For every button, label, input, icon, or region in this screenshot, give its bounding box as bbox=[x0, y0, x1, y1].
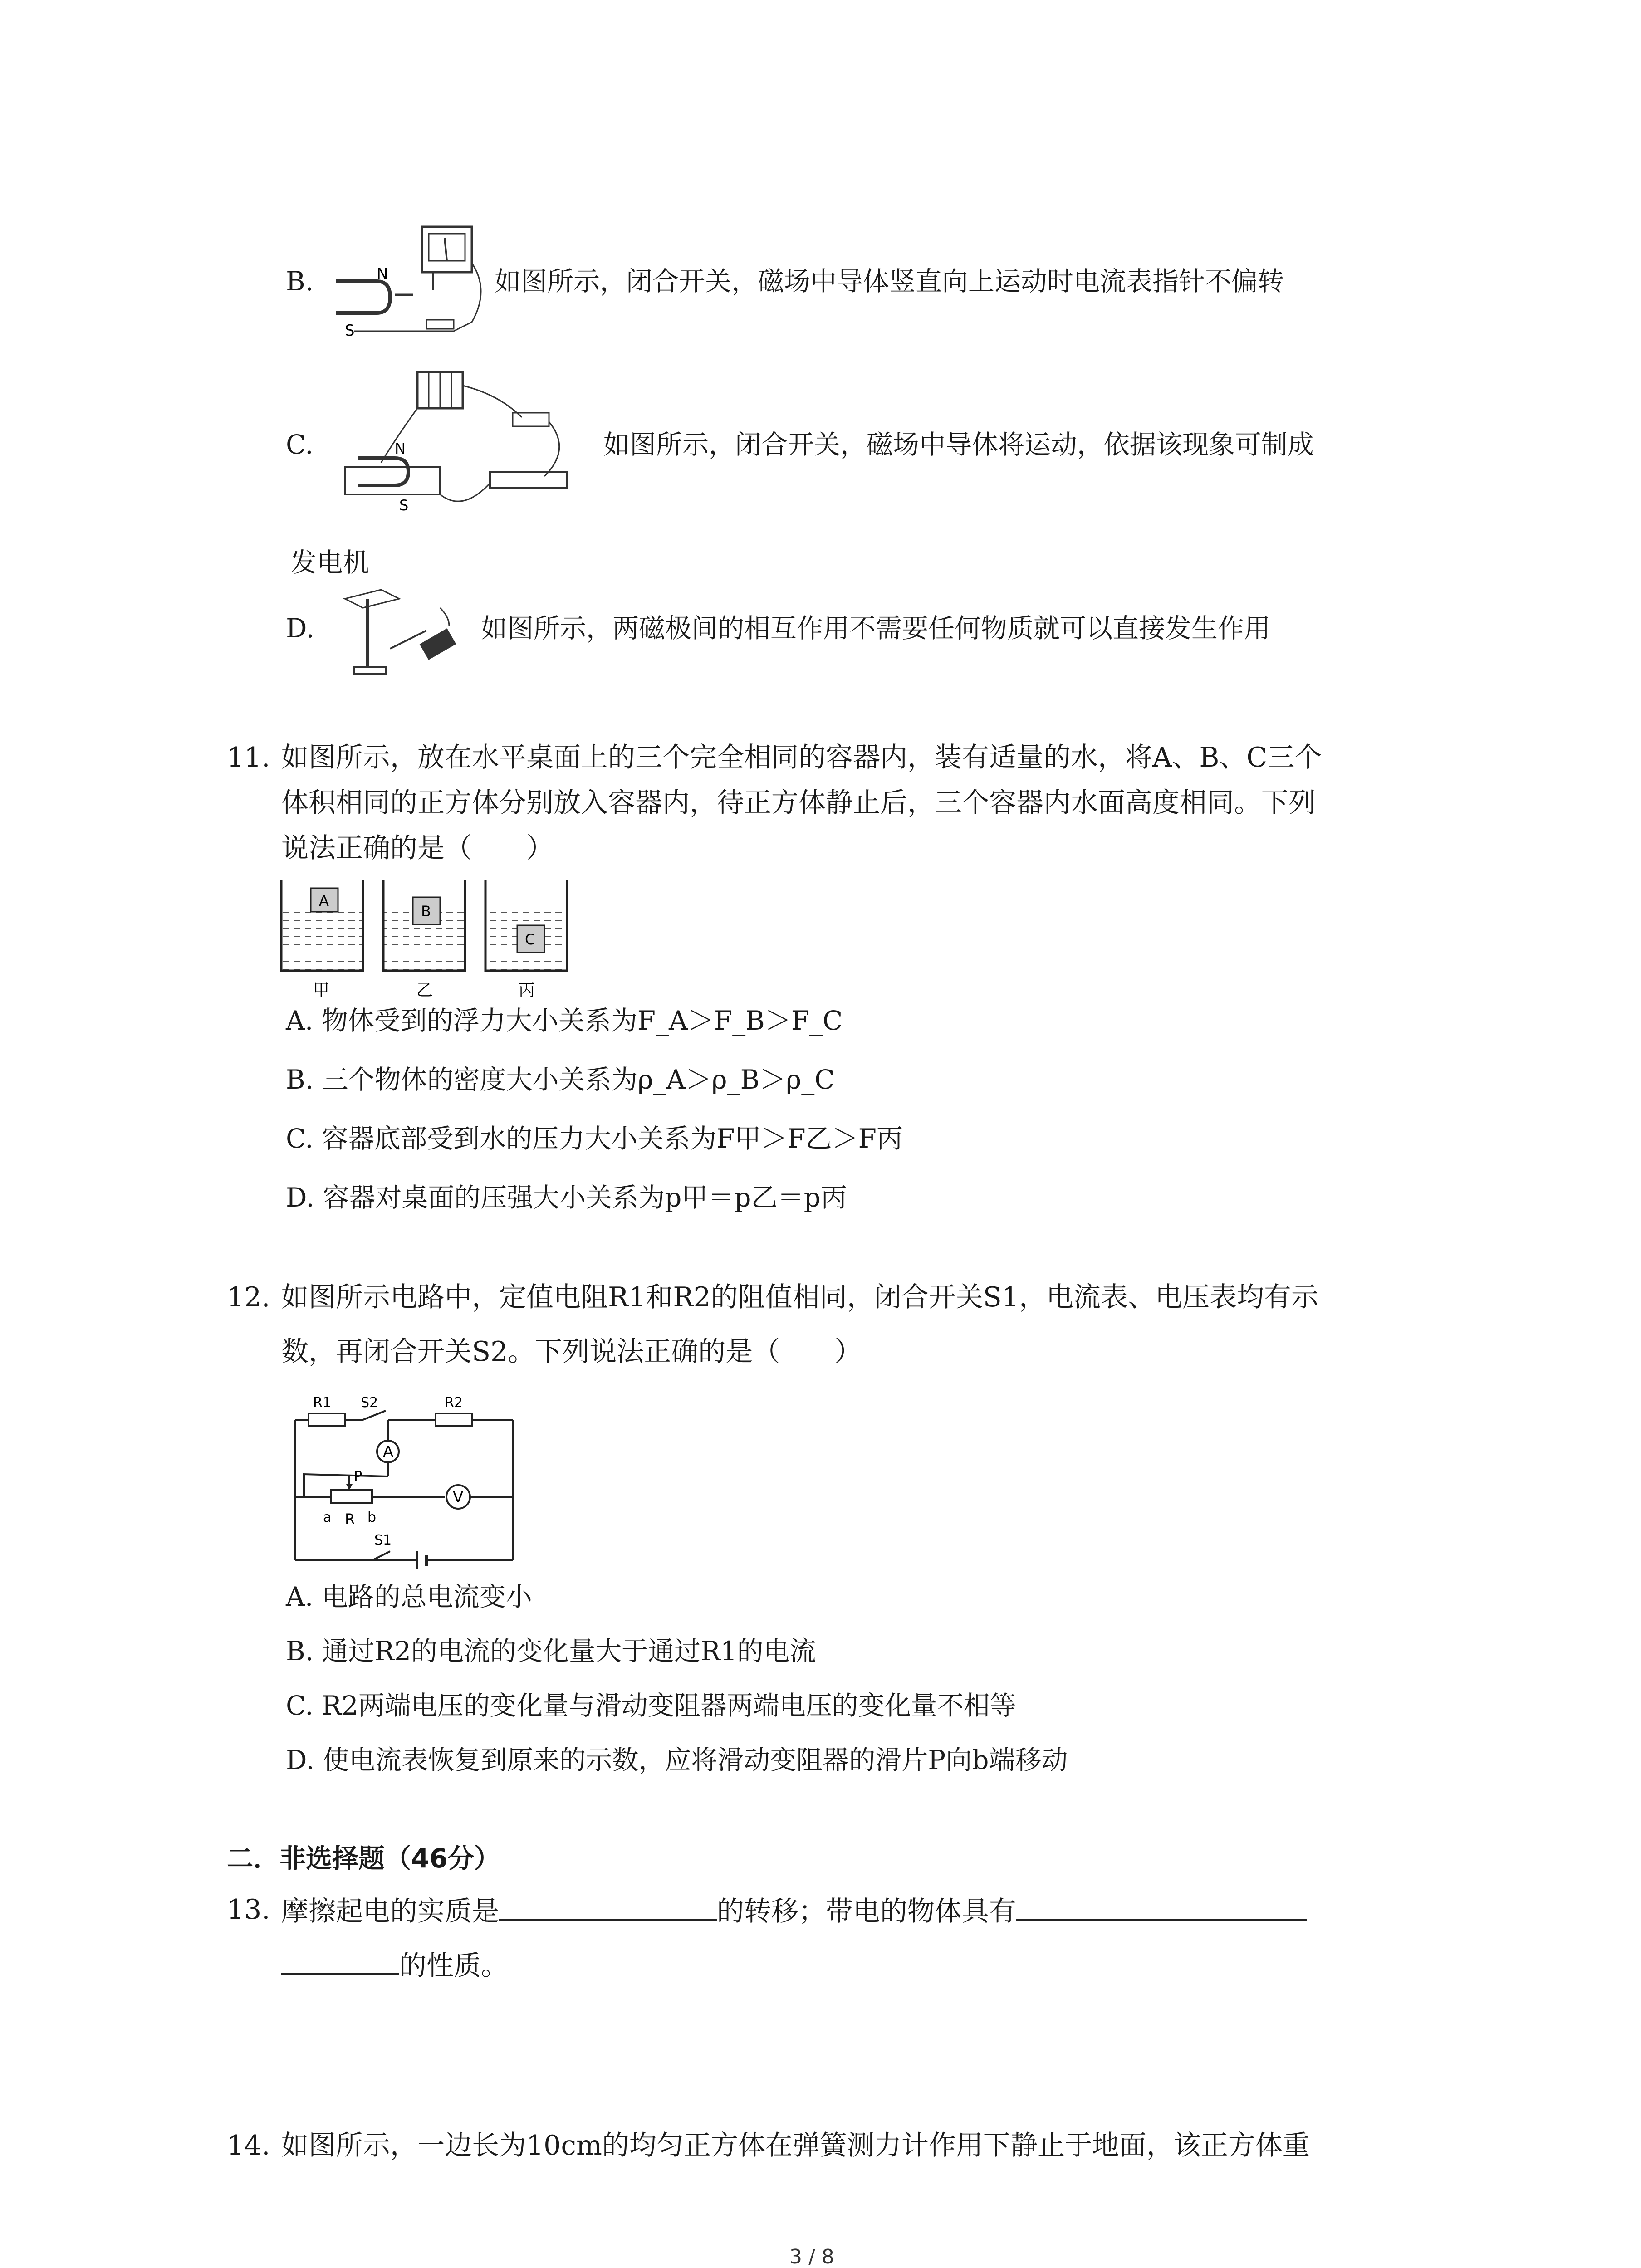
q10-option-c-label: C. bbox=[286, 429, 314, 460]
q10-option-c-text: 如图所示，闭合开关，磁场中导体将运动，依据该现象可制成 bbox=[603, 429, 1314, 460]
q11-option-b: B. 三个物体的密度大小关系为ρ_A＞ρ_B＞ρ_C bbox=[286, 1064, 835, 1095]
q13-blank-2[interactable] bbox=[1016, 1892, 1307, 1921]
q10-option-b-label: B. bbox=[286, 266, 314, 297]
q11-figure-containers bbox=[272, 875, 590, 1012]
q13-part2: 的转移；带电的物体具有 bbox=[717, 1896, 1016, 1927]
q10-option-d-text: 如图所示，两磁极间的相互作用不需要任何物质就可以直接发生作用 bbox=[481, 613, 1271, 644]
q11-option-c: C. 容器底部受到水的压力大小关系为F甲＞F乙＞F丙 bbox=[286, 1123, 903, 1154]
q12-label-b: b bbox=[367, 1510, 377, 1525]
q11-label-jia: 甲 bbox=[313, 981, 330, 1000]
q12-circuit-diagram bbox=[281, 1388, 535, 1579]
q12-voltmeter-label: V bbox=[453, 1488, 464, 1506]
q10-option-d-label: D. bbox=[286, 613, 314, 644]
q13-number: 13. bbox=[227, 1894, 270, 1926]
q11-option-d: D. 容器对桌面的压强大小关系为p甲＝p乙＝p丙 bbox=[286, 1182, 847, 1213]
q13-blank-1[interactable] bbox=[499, 1892, 717, 1921]
q11-block-a: A bbox=[319, 892, 329, 909]
q13-part1: 摩擦起电的实质是 bbox=[281, 1896, 499, 1927]
q14-number: 14. bbox=[227, 2130, 270, 2161]
q13-line1 bbox=[281, 1892, 1307, 1930]
q12-label-a: a bbox=[323, 1510, 332, 1525]
q12-label-s2: S2 bbox=[361, 1395, 378, 1411]
q10b-label-n: N bbox=[377, 265, 388, 283]
q10-option-b-text: 如图所示，闭合开关，磁场中导体竖直向上运动时电流表指针不偏转 bbox=[495, 266, 1284, 297]
q12-number: 12. bbox=[227, 1281, 270, 1313]
q10-figure-b bbox=[318, 222, 490, 354]
q13-blank-2-continued[interactable] bbox=[281, 1946, 399, 1975]
q12-label-s1: S1 bbox=[374, 1532, 392, 1548]
q11-stem-line3: 说法正确的是（ ） bbox=[281, 832, 554, 864]
q10c-label-s: S bbox=[399, 497, 409, 514]
q12-ammeter-label: A bbox=[383, 1443, 394, 1461]
q11-number: 11. bbox=[227, 742, 270, 773]
q11-stem-line2: 体积相同的正方体分别放入容器内，待正方体静止后，三个容器内水面高度相同。下列 bbox=[281, 787, 1316, 819]
q10b-label-s: S bbox=[345, 322, 355, 340]
q11-block-b: B bbox=[421, 903, 431, 920]
q11-block-c: C bbox=[525, 931, 535, 948]
q11-stem-line1: 如图所示，放在水平桌面上的三个完全相同的容器内，装有适量的水，将A、B、C三个 bbox=[281, 742, 1322, 773]
q10c-label-n: N bbox=[395, 440, 406, 457]
q10-figure-c bbox=[327, 358, 608, 522]
q12-stem-line1: 如图所示电路中，定值电阻R1和R2的阻值相同，闭合开关S1，电流表、电压表均有示 bbox=[281, 1281, 1318, 1313]
q11-label-yi: 乙 bbox=[416, 981, 433, 1000]
q12-label-p: P bbox=[354, 1469, 362, 1485]
q12-stem-line2: 数，再闭合开关S2。下列说法正确的是（ ） bbox=[281, 1336, 862, 1368]
page-number: 3 / 8 bbox=[789, 2245, 834, 2268]
q11-option-a: A. 物体受到的浮力大小关系为F_A＞F_B＞F_C bbox=[286, 1005, 843, 1036]
q13-part3: 的性质。 bbox=[399, 1950, 508, 1982]
q14-stem-line1: 如图所示，一边长为10cm的均匀正方体在弹簧测力计作用下静止于地面，该正方体重 bbox=[281, 2130, 1310, 2161]
q13-line2 bbox=[281, 1946, 508, 1984]
q12-option-a: A. 电路的总电流变小 bbox=[286, 1581, 532, 1612]
q12-label-r2: R2 bbox=[445, 1395, 463, 1411]
q12-option-c: C. R2两端电压的变化量与滑动变阻器两端电压的变化量不相等 bbox=[286, 1690, 1016, 1721]
q12-option-d: D. 使电流表恢复到原来的示数，应将滑动变阻器的滑片P向b端移动 bbox=[286, 1745, 1068, 1775]
q12-option-b: B. 通过R2的电流的变化量大于通过R1的电流 bbox=[286, 1636, 816, 1667]
q12-label-r: R bbox=[345, 1510, 355, 1528]
q10-figure-d bbox=[336, 581, 481, 680]
q10-option-c-continuation: 发电机 bbox=[290, 547, 370, 578]
q12-label-r1: R1 bbox=[313, 1395, 331, 1411]
section-2-title: 二．非选择题（46分） bbox=[227, 1843, 500, 1874]
q11-label-bing: 丙 bbox=[519, 981, 535, 1000]
